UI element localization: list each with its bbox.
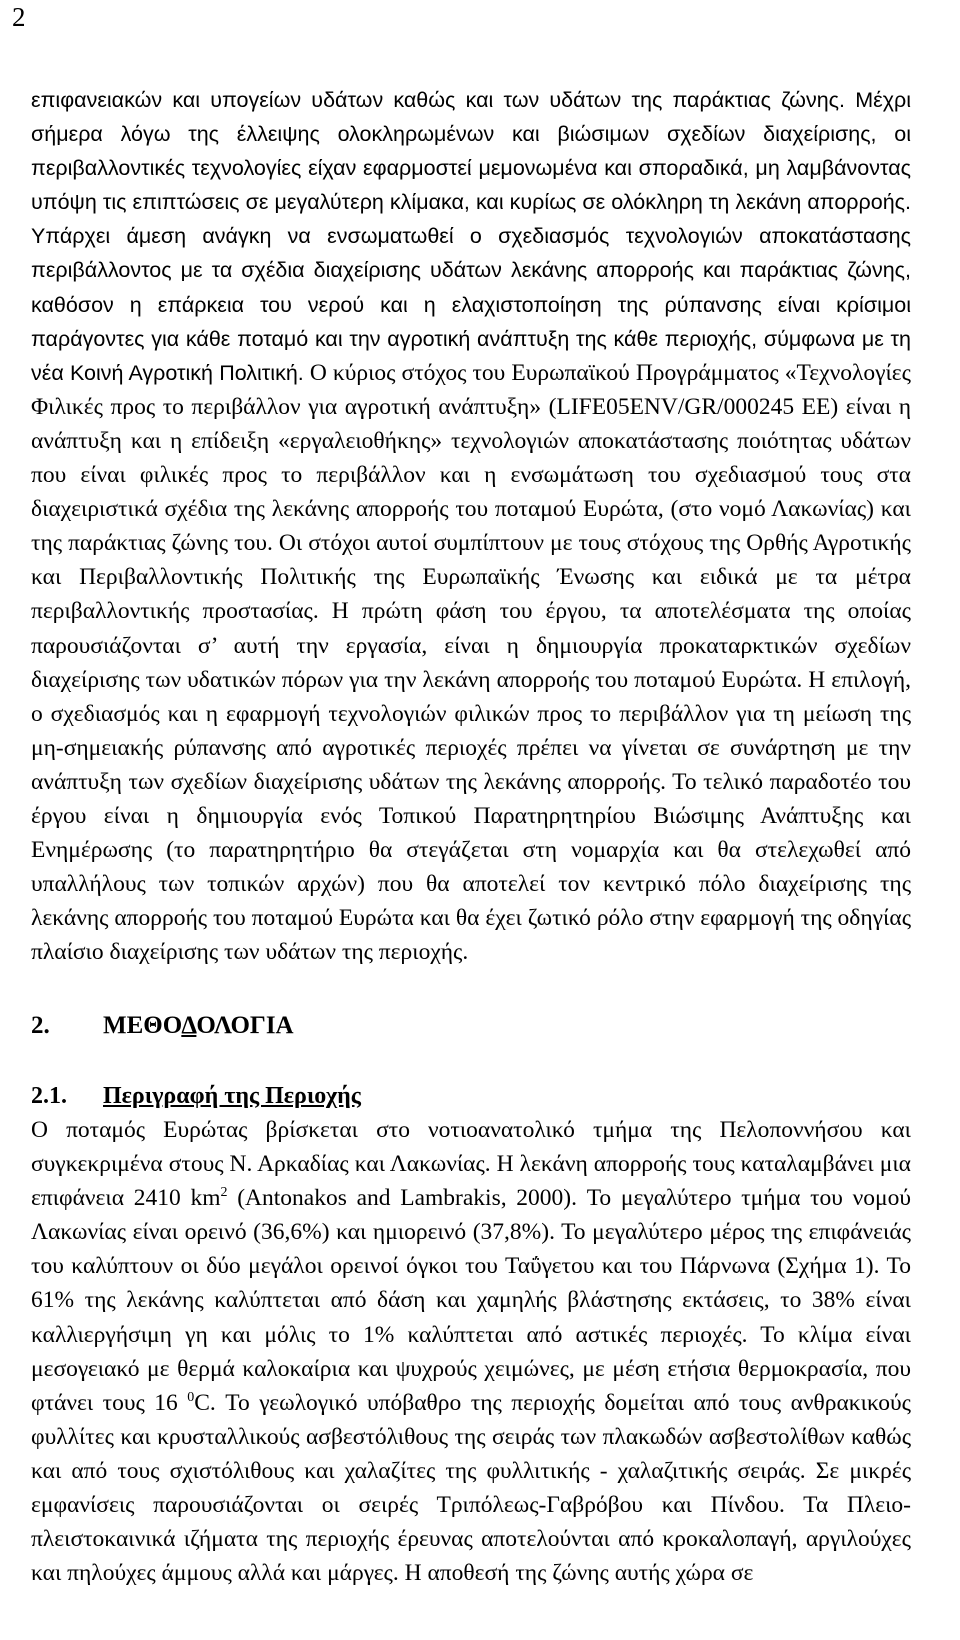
body-paragraph-intro <box>31 83 911 969</box>
paragraph2-text-1: Ο ποταμός Ευρώτας βρίσκεται στο νοτιοανατολικό τμήμα της Πελοποννήσου και συγκεκριμένα στους Ν. Αρκαδίας και Λακωνίας. Η λεκάνη απορροής τους καταλαμβάνει μια επιφάνεια 2410 km <box>31 1117 911 1212</box>
subsection-title: Περιγραφή της Περιοχής <box>103 1083 361 1109</box>
paragraph2-text-2: (Antonakos and Lambrakis, 2000). Το μεγαλύτερο τμήμα του νομού Λακωνίας είναι ορεινό (36,6%) και ημιορεινό (37,8%). Το μεγαλύτερο μέρος της επιφάνειάς του καλύπτουν οι δύο μεγάλοι ορεινοί όγκοι του Ταΰγετου και του Πάρνωνα (Σχήμα 1). Το 61% της λεκάνης καλύπτεται από δάση και χαμηλής βλάστησης εκτάσεις, το 38% είναι καλλιεργήσιμη γη και μόλις το 1% καλύπτεται από αστικές περιοχές. Το κλίμα είναι μεσογειακό με θερμά καλοκαίρια και ψυχρούς χειμώνες, με μέση ετήσια θερμοκρασία, που φτάνει τους 16 <box>31 1185 911 1416</box>
section-heading <box>31 1012 294 1040</box>
superscript-degree: 0 <box>187 1389 195 1405</box>
subsection-number: 2.1. <box>31 1083 67 1109</box>
paragraph-sans-text: επιφανειακών και υπογείων υδάτων καθώς και των υδάτων της παράκτιας ζώνης. Μέχρι σήμερα λόγω της έλλειψης ολοκληρωμένων και βιώσιμων σχεδίων διαχείρισης, οι περιβαλλοντικές τεχνολογίες είχαν εφαρμοστεί μεμονωμένα και σποραδικά, μη λαμβάνοντας υπόψη τις επιπτώσεις σε μεγαλύτερη κλίμακα, και κυρίως σε ολόκληρη τη λεκάνη απορροής. Υπάρχει άμεση ανάγκη να ενσωματωθεί ο σχεδιασμός τεχνολογιών αποκατάστασης περιβάλλοντος με τα σχέδια διαχείρισης υδάτων λεκάνης απορροής και παράκτιας ζώνης, καθόσον η επάρκεια του νερού και η ελαχιστοποίηση της ρύπανσης είναι κρίσιμοι παράγοντες για κάθε ποταμό και την αγροτική ανάπτυξη της κάθε περιοχής, σύμφωνα με τη νέα Κοινή Αγροτική Πολιτική. <box>31 88 911 385</box>
body-paragraph-area-description <box>31 1113 911 1590</box>
section-title-underlined-letter: Δ <box>181 1012 197 1039</box>
paragraph-serif-text: Ο κύριος στόχος του Ευρωπαϊκού Προγράμματος «Τεχνολογίες Φιλικές προς το περιβάλλον για αγροτική ανάπτυξη» (LIFE05ENV/GR/000245 ΕΕ) είναι η ανάπτυξη και η επίδειξη «εργαλειοθήκης» τεχνολογιών αποκατάστασης ποιότητας υδάτων που είναι φιλικές προς το περιβάλλον και η ενσωμάτωση του σχεδιασμού τους στα διαχειριστικά σχέδια της λεκάνης απορροής του ποταμού Ευρώτα, (στο νομό Λακωνίας) και της παράκτιας ζώνης του. Οι στόχοι αυτοί συμπίπτουν με τους στόχους της Ορθής Αγροτικής και Περιβαλλοντικής Πολιτικής της Ευρωπαϊκής Ένωσης και ειδικά με τα μέτρα περιβαλλοντικής προστασίας. Η πρώτη φάση του έργου, τα αποτελέσματα της οποίας παρουσιάζονται σ’ αυτή την εργασία, είναι η δημιουργία προκαταρκτικών σχεδίων διαχείρισης των υδατικών πόρων για την λεκάνη απορροής του ποταμού Ευρώτα. Η επιλογή, ο σχεδιασμός και η εφαρμογή τεχνολογιών φιλικών προς το περιβάλλον για τη μείωση της μη-σημειακής ρύπανσης από αγροτικές περιοχές πρέπει να γίνεται σε συνάρτηση με την ανάπτυξη των σχεδίων διαχείρισης υδάτων της λεκάνης απορροής. Το τελικό παραδοτέο του έργου είναι η δημιουργία ενός Τοπικού Παρατηρητηρίου Βιώσιμης Ανάπτυξης και Ενημέρωσης (το παρατηρητήριο θα στεγάζεται στη νομαρχία και θα στελεχωθεί από υπαλλήλους των τοπικών αρχών) που θα αποτελεί τον κεντρικό πόλο διαχείρισης της λεκάνης απορροής του ποταμού Ευρώτα και θα έχει ζωτικό ρόλο στην εφαρμογή της οδηγίας πλαίσιο διαχείρισης των υδάτων της περιοχής. <box>31 359 911 966</box>
paragraph2-text-3: C. Το γεωλογικό υπόβαθρο της περιοχής δομείται από τους ανθρακικούς φυλλίτες και κρυσταλλικούς ασβεστόλιθους της σειράς των πλακωδών ασβεστολίθων καθώς και από τους σχιστόλιθους και χαλαζίτες της φυλλιτικής - χαλαζιτικής σειράς. Σε μικρές εμφανίσεις παρουσιάζονται οι σειρές Τριπόλεως-Γαβρόβου και Πίνδου. Τα Πλειο-πλειστοκαινικά ιζήματα της περιοχής έρευνας αποτελούνται από κροκαλοπαγή, αργιλούχες και πηλούχες άμμους αλλά και μάργες. Η αποθεσή της ζώνης αυτής χώρα σε <box>31 1389 911 1587</box>
section-title-part1: ΜΕΘΟ <box>103 1012 182 1039</box>
subsection-heading <box>31 1083 361 1110</box>
section-title-part2: ΟΛΟΓΙΑ <box>196 1012 294 1039</box>
superscript-2: 2 <box>220 1185 228 1201</box>
section-number: 2. <box>31 1012 50 1039</box>
page-number: 2 <box>12 2 26 32</box>
